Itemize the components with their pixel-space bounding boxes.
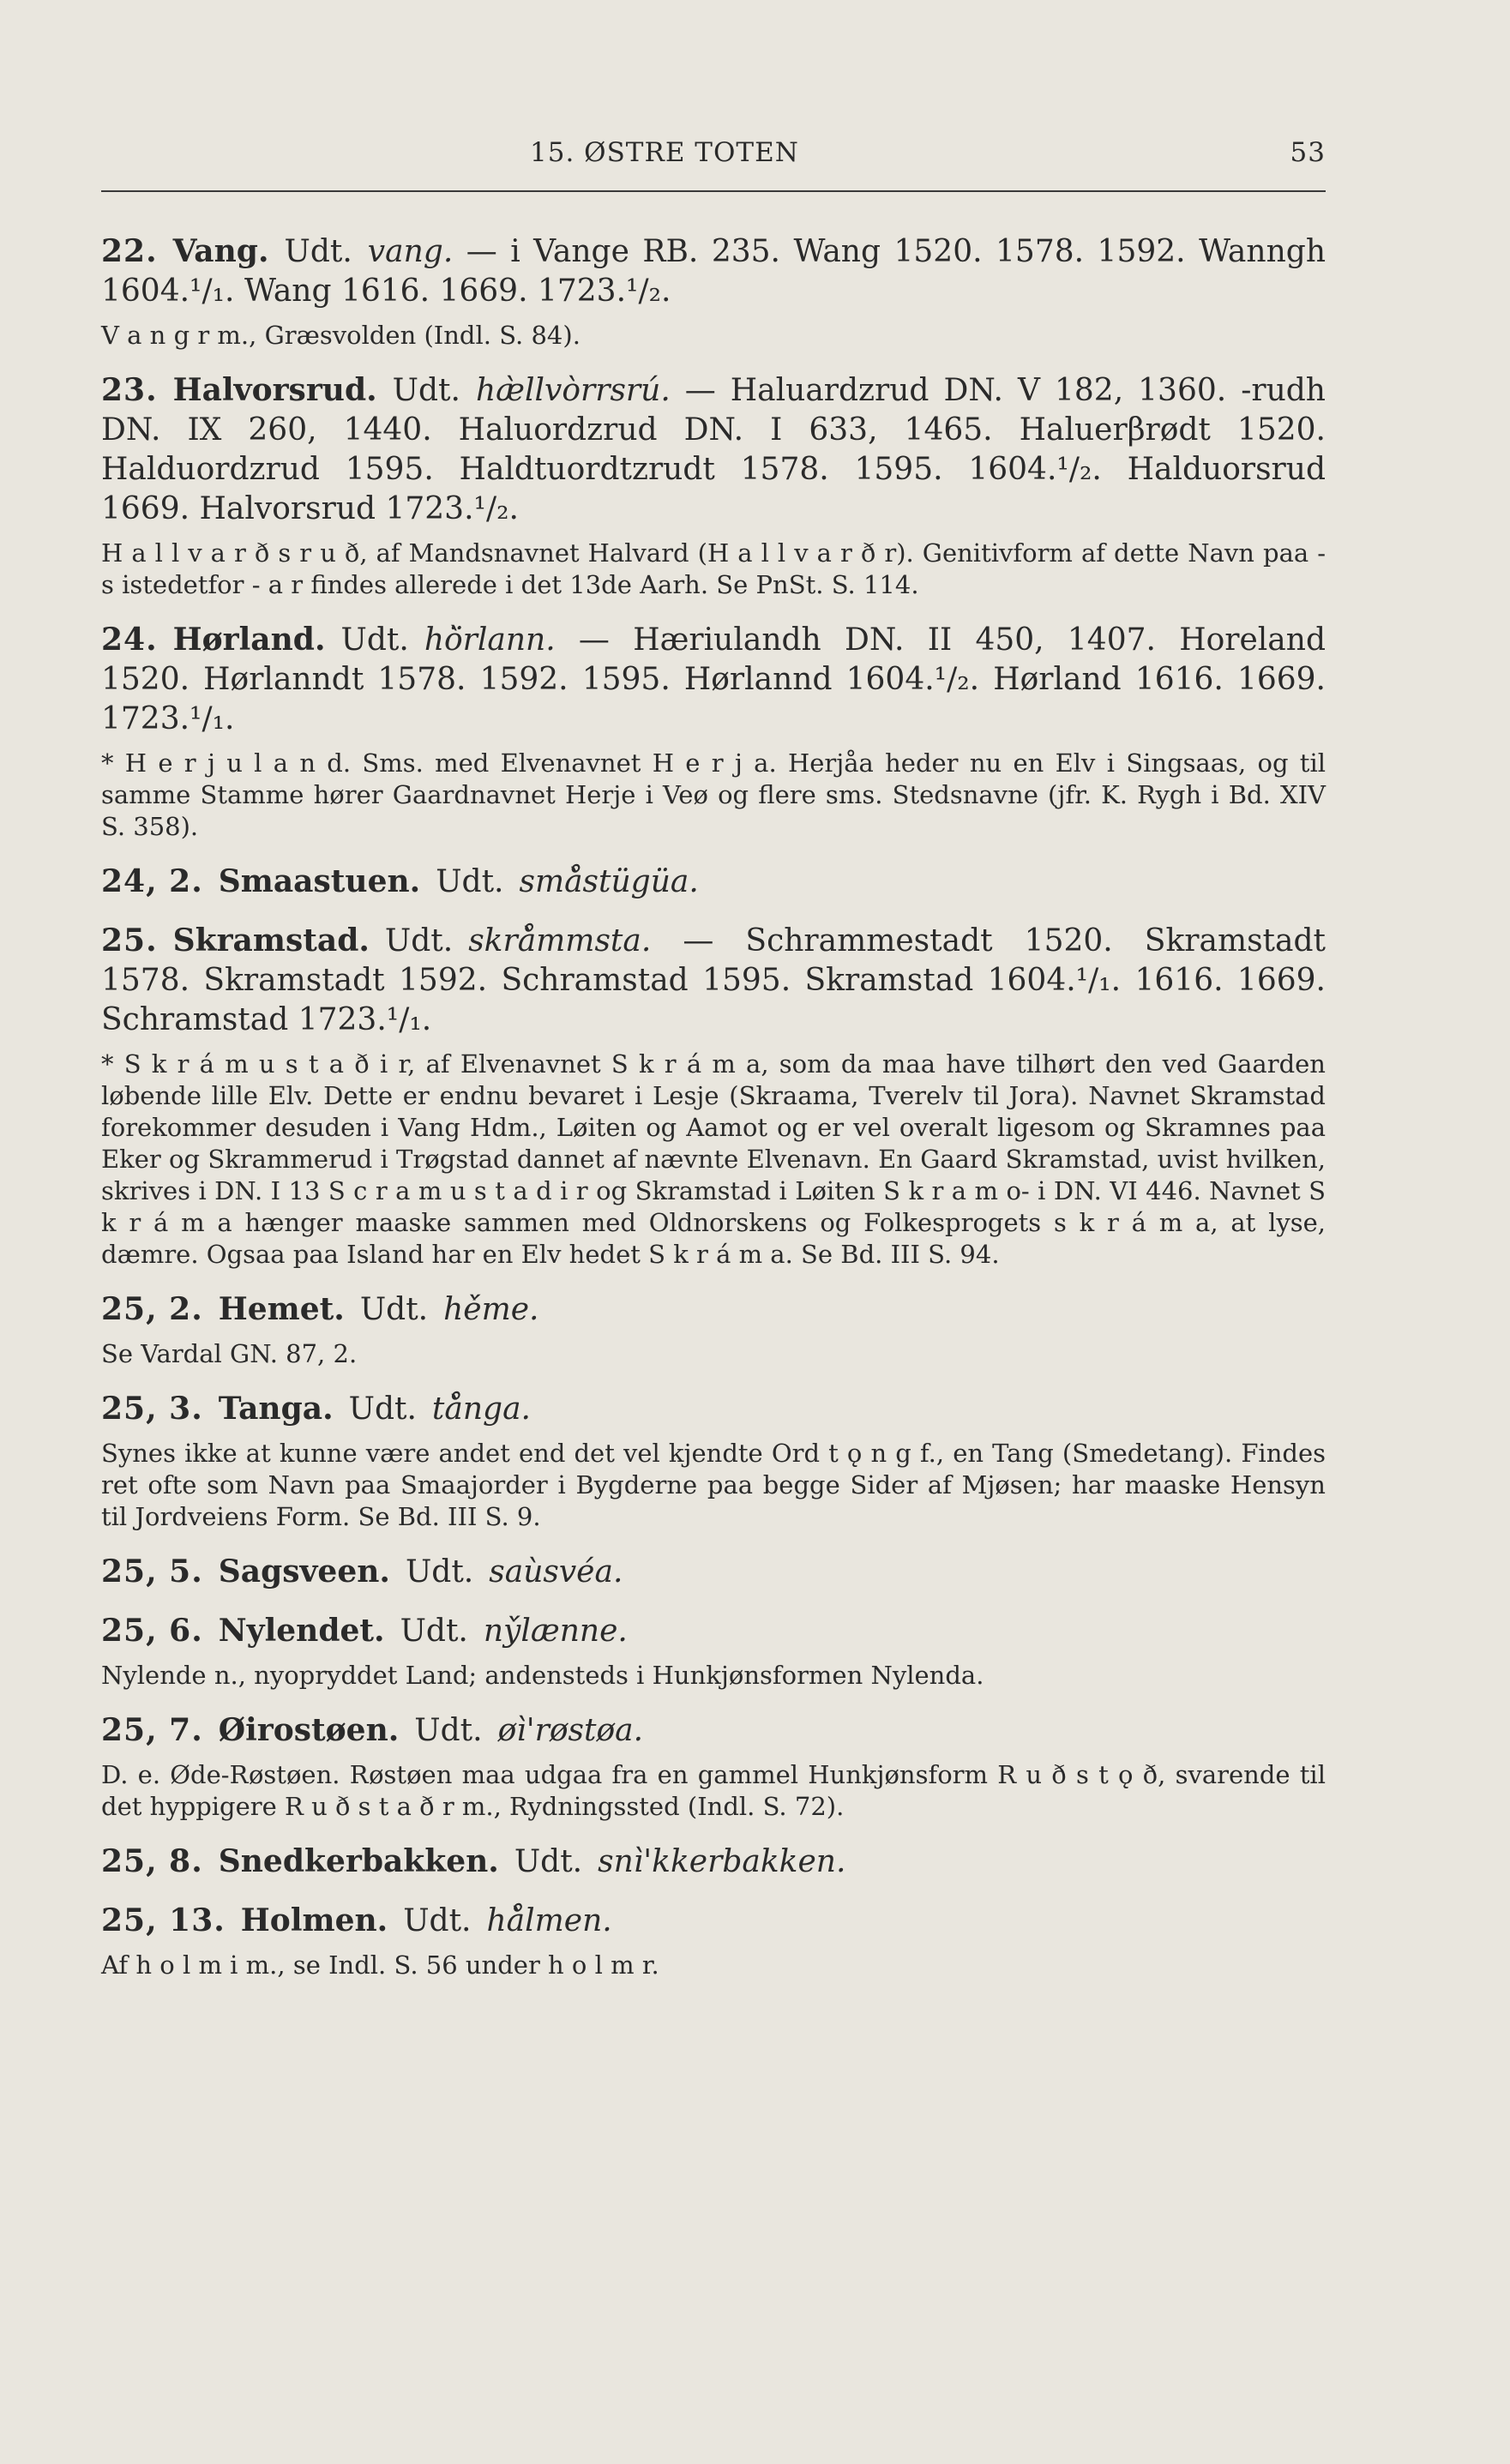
entry-number: 25, 5.: [101, 1554, 203, 1590]
udt-label: Udt.: [405, 1554, 474, 1590]
entry-note: Nylende n., nyopryddet Land; andensteds i Hunkjønsformen Nylenda.: [101, 1661, 984, 1690]
entry-number: 25, 6.: [101, 1613, 203, 1649]
udt-label: Udt.: [348, 1391, 417, 1427]
pronunciation: ný̀lænne.: [483, 1614, 628, 1649]
entry-note: H a l l v a r ð s r u ð, af Mandsnavnet Halvard (H a l l v a r ð r). Genitivform af dette Navn paa - s istedetfor - a r findes allerede i det 13de Aarh. Se PnSt. S. 114.: [101, 538, 1326, 599]
entry: [101, 1710, 1326, 1823]
farm-name: Nylendet.: [218, 1613, 385, 1649]
farm-name: Øirostøen.: [218, 1712, 400, 1748]
pronunciation: små̀stügüa.: [519, 864, 699, 899]
farm-name: Hemet.: [218, 1291, 345, 1327]
entry-number: 24.: [101, 622, 158, 658]
pronunciation: øì'røstøa.: [497, 1713, 644, 1748]
entry-number: 24, 2.: [101, 863, 203, 899]
entry-number: 25.: [101, 922, 158, 959]
udt-label: Udt.: [284, 234, 352, 269]
farm-name: Sagsveen.: [218, 1554, 390, 1590]
entry: [101, 1552, 1326, 1592]
entry: [101, 1389, 1326, 1533]
udt-label: Udt.: [392, 373, 460, 408]
entry-note: Af h o l m i m., se Indl. S. 56 under h o l m r.: [101, 1950, 659, 1980]
entry: [101, 231, 1326, 352]
entry-main-line: [101, 1389, 1326, 1429]
entry-main-line: [101, 370, 1326, 529]
entry-main-line: [101, 1552, 1326, 1592]
entry-note: * S k r á m u s t a ð i r, af Elvenavnet S k r á m a, som da maa have tilhørt den ved Gaarden løbende lille Elv. Dette er endnu bevaret i Lesje (Skraama, Tverelv til Jora). Navnet Skramstad forekommer desuden i Vang Hdm., Løiten og Aamot og er vel overalt ligesom og Skramnes paa Eker og Skrammerud i Trøgstad dannet af nævnte Elvenavn. En Gaard Skramstad, uvist hvilken, skrives i DN. I 13 S c r a m u s t a d i r og Skramstad i Løiten S k r a m o- i DN. VI 446. Navnet S k r á m a hænger maaske sammen med Oldnorskens og Folkesprogets s k r á m a, at lyse, dæmre. Ogsaa paa Island har en Elv hedet S k r á m a. Se Bd. III S. 94.: [101, 1049, 1326, 1269]
entry-main-line: [101, 921, 1326, 1040]
running-head: [101, 137, 1326, 171]
udt-label: Udt.: [340, 622, 409, 658]
pronunciation: saùsvéa.: [489, 1554, 623, 1590]
entry: [101, 370, 1326, 601]
udt-label: Udt.: [414, 1713, 483, 1748]
farm-name: Hørland.: [172, 622, 326, 658]
historical-forms: — Schrammestadt 1520. Skramstadt 1578. Skramstadt 1592. Schramstad 1595. Skramstad 1604.¹/₁. 1616. 1669. Schramstad 1723.¹/₁.: [101, 923, 1326, 1037]
pronunciation: snì'kkerbakken.: [598, 1844, 846, 1879]
pronunciation: hæ̀llvòrrsrú.: [475, 373, 671, 408]
farm-name: Snedkerbakken.: [218, 1843, 499, 1879]
entry-number: 25, 2.: [101, 1291, 203, 1327]
entry-note: Synes ikke at kunne være andet end det vel kjendte Ord t ǫ n g f., en Tang (Smedetang). Findes ret ofte som Navn paa Smaajorder i Bygderne paa begge Sider af Mjøsen; har maaske Hensyn til Jordveiens Form. Se Bd. III S. 9.: [101, 1439, 1326, 1531]
udt-label: Udt.: [359, 1292, 429, 1327]
entry-note: V a n g r m., Græsvolden (Indl. S. 84).: [101, 321, 581, 350]
entry-main-line: [101, 862, 1326, 902]
entry-main-line: [101, 1289, 1326, 1330]
pronunciation: hå̀lmen.: [486, 1903, 612, 1938]
entry-main-line: [101, 1710, 1326, 1751]
entry-number: 23.: [101, 372, 158, 408]
entry-number: 25, 13.: [101, 1902, 226, 1938]
entry-note: * H e r j u l a n d. Sms. med Elvenavnet H e r j a. Herjåa heder nu en Elv i Singsaas, og til samme Stamme hører Gaardnavnet Herje i Veø og flere sms. Stedsnavne (jfr. K. Rygh i Bd. XIV S. 358).: [101, 748, 1326, 841]
udt-label: Udt.: [400, 1614, 468, 1649]
pronunciation: hé̀me.: [443, 1292, 539, 1327]
entry: [101, 1842, 1326, 1882]
entry: [101, 862, 1326, 902]
header-rule: [101, 190, 1326, 192]
entry: [101, 1289, 1326, 1370]
entry-number: 25, 8.: [101, 1843, 203, 1879]
udt-label: Udt.: [436, 864, 504, 899]
pronunciation: vang.: [367, 234, 454, 269]
udt-label: Udt.: [384, 923, 454, 959]
farm-name: Vang.: [172, 233, 269, 269]
entry-main-line: [101, 1901, 1326, 1941]
farm-name: Smaastuen.: [218, 863, 421, 899]
entries-list: [101, 231, 1326, 1981]
entry-number: 22.: [101, 233, 158, 269]
entry-main-line: [101, 231, 1326, 311]
entry: [101, 921, 1326, 1271]
entry-note: Se Vardal GN. 87, 2.: [101, 1339, 358, 1368]
historical-forms: — i Vange RB. 235. Wang 1520. 1578. 1592. Wanngh 1604.¹/₁. Wang 1616. 1669. 1723.¹/₂.: [101, 234, 1326, 309]
entry-number: 25, 7.: [101, 1712, 203, 1748]
entry: [101, 620, 1326, 843]
farm-name: Holmen.: [240, 1902, 388, 1938]
entry-number: 25, 3.: [101, 1391, 203, 1427]
entry-main-line: [101, 620, 1326, 739]
udt-label: Udt.: [403, 1903, 472, 1938]
entry-main-line: [101, 1611, 1326, 1651]
pronunciation: tå̀nga.: [431, 1391, 531, 1427]
historical-forms: — Hæriulandh DN. II 450, 1407. Horeland 1520. Hørlanndt 1578. 1592. 1595. Hørlannd 1604.¹/₂. Hørland 1616. 1669. 1723.¹/₁.: [101, 622, 1326, 736]
historical-forms: — Haluardzrud DN. V 182, 1360. -rudh DN. IX 260, 1440. Haluordzrud DN. I 633, 1465. Haluerβrødt 1520. Halduordzrud 1595. Haldtuordtzrudt 1578. 1595. 1604.¹/₂. Halduorsrud 1669. Halvorsrud 1723.¹/₂.: [101, 373, 1326, 526]
farm-name: Tanga.: [218, 1391, 334, 1427]
farm-name: Skramstad.: [172, 922, 370, 959]
running-title: 15. ØSTRE TOTEN: [530, 137, 799, 168]
entry-note: D. e. Øde-Røstøen. Røstøen maa udgaa fra en gammel Hunkjønsform R u ð s t ǫ ð, svarende til det hyppigere R u ð s t a ð r m., Rydningssted (Indl. S. 72).: [101, 1760, 1326, 1821]
udt-label: Udt.: [514, 1844, 583, 1879]
entry-main-line: [101, 1842, 1326, 1882]
pronunciation: skrå̀mmsta.: [468, 923, 652, 959]
pronunciation: hö̀rlann.: [424, 622, 556, 658]
entry: [101, 1901, 1326, 1981]
farm-name: Halvorsrud.: [172, 372, 377, 408]
page-number: 53: [1290, 137, 1326, 168]
entry: [101, 1611, 1326, 1692]
